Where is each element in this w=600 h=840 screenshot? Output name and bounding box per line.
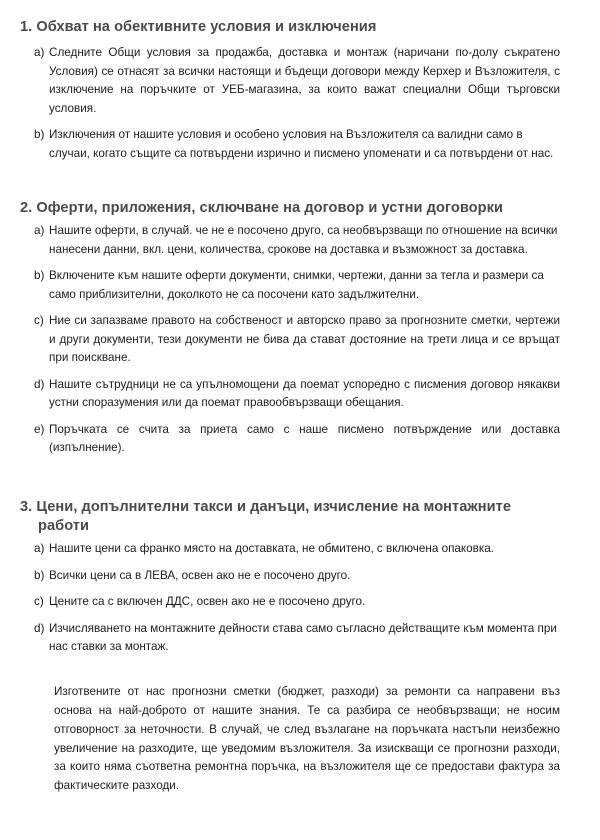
- list-item: [20, 620, 580, 657]
- section-3-item-list: [20, 540, 580, 656]
- list-item-text: Изчисляването на монтажните дейности става само съгласно действащите към момента при нас ставки за монтаж.: [49, 621, 557, 654]
- list-item-marker: d): [34, 621, 45, 635]
- list-item-marker: a): [34, 224, 45, 238]
- list-item-marker: d): [34, 377, 45, 391]
- list-item: [20, 44, 580, 118]
- section-gap: [20, 458, 580, 498]
- list-item-text: Всички цени са в ЛЕВА, освен ако не е посочено друго.: [49, 568, 351, 582]
- list-item: [20, 312, 580, 367]
- list-item-text: Изключения от нашите условия и особено условия на Възложителя са валидни само в случаи, когато същите са потвърдени изрично и писмено упоменати и са потвърдени от нас.: [49, 128, 554, 160]
- list-item-marker: c): [34, 314, 44, 328]
- list-item: [20, 222, 580, 259]
- list-item-marker: e): [34, 422, 45, 436]
- section-2-heading: 2. Оферти, приложения, сключване на договор и устни договорки: [20, 200, 503, 217]
- section-2-item-list: [20, 222, 580, 457]
- list-item-text: Нашите цени са франко място на доставката, не обмитено, с включена опаковка.: [49, 542, 494, 556]
- closing-paragraph: Изготвените от нас прогнозни сметки (бюджет, разходи) за ремонти са направени въз основа на най-доброто от нашите знания. Те са разбира се необвързващи; не носим отговорност за неточности. В случай, че след възлагане на поръчката настъпи неизбежно увеличение на разходите, ще уведомим възложителя. За изискващи се прогнозни разходи, за които няма съответна ремонтна поръчка, на възложителя ще се предостави фактура за фактическите разходи.: [54, 684, 560, 793]
- section-1-heading: 1. Обхват на обективните условия и изключения: [20, 19, 377, 35]
- list-item: [20, 267, 580, 304]
- list-item: [20, 421, 580, 458]
- list-item: [20, 567, 580, 585]
- list-item-marker: a): [34, 46, 45, 60]
- section-1: [20, 18, 580, 163]
- list-item-marker: b): [34, 128, 45, 142]
- list-item-text: Поръчката се счита за приета само с наше писмено потвърждение или доставка (изпълнение).: [49, 422, 560, 455]
- section-2: [20, 199, 580, 458]
- list-item-marker: a): [34, 542, 45, 556]
- list-item: [20, 126, 580, 163]
- list-item: [20, 593, 580, 611]
- list-item-text: Нашите сътрудници не са упълномощени да поемат успоредно с писмения договор някакви устни споразумения или да поемат правообвързващи обещания.: [49, 377, 560, 410]
- list-item-marker: c): [34, 595, 44, 609]
- closing-gap: [20, 657, 580, 683]
- list-item-marker: b): [34, 269, 45, 283]
- list-item-text: Следните Общи условия за продажба, доставка и монтаж (наричани по-долу съкратено Условия) се отнасят за всички настоящи и бъдещи договори между Керхер и Възложителя, с изключение на поръчките от УЕБ-магазина, за които важат специални Общи търговски условия.: [49, 46, 560, 115]
- section-1-item-list: [20, 44, 580, 163]
- section-3-heading: 3. Цени, допълнителни такси и данъци, изчисление на монтажните работи: [20, 498, 512, 534]
- list-item-marker: b): [34, 568, 45, 582]
- section-gap: [20, 163, 580, 199]
- list-item: [20, 540, 580, 558]
- section-3: [20, 498, 580, 657]
- list-item-text: Включените към нашите оферти документи, снимки, чертежи, данни за тегла и размери са само приблизителни, доколкото не са посочени като задължителни.: [49, 269, 544, 301]
- list-item-text: Ние си запазваме правото на собственост и авторско право за прогнозните сметки, чертежи и други документи, тези документи не бива да стават достояние на трети лица и се връщат при поискване.: [49, 314, 560, 365]
- list-item-text: Нашите оферти, в случай. че не е посочено друго, са необвързващи по отношение на всички нанесени данни, вкл. цени, количества, срокове на доставка и възможност за доставка.: [49, 224, 558, 256]
- list-item: [20, 376, 580, 413]
- list-item-text: Цените са с включен ДДС, освен ако не е посочено друго.: [49, 595, 366, 609]
